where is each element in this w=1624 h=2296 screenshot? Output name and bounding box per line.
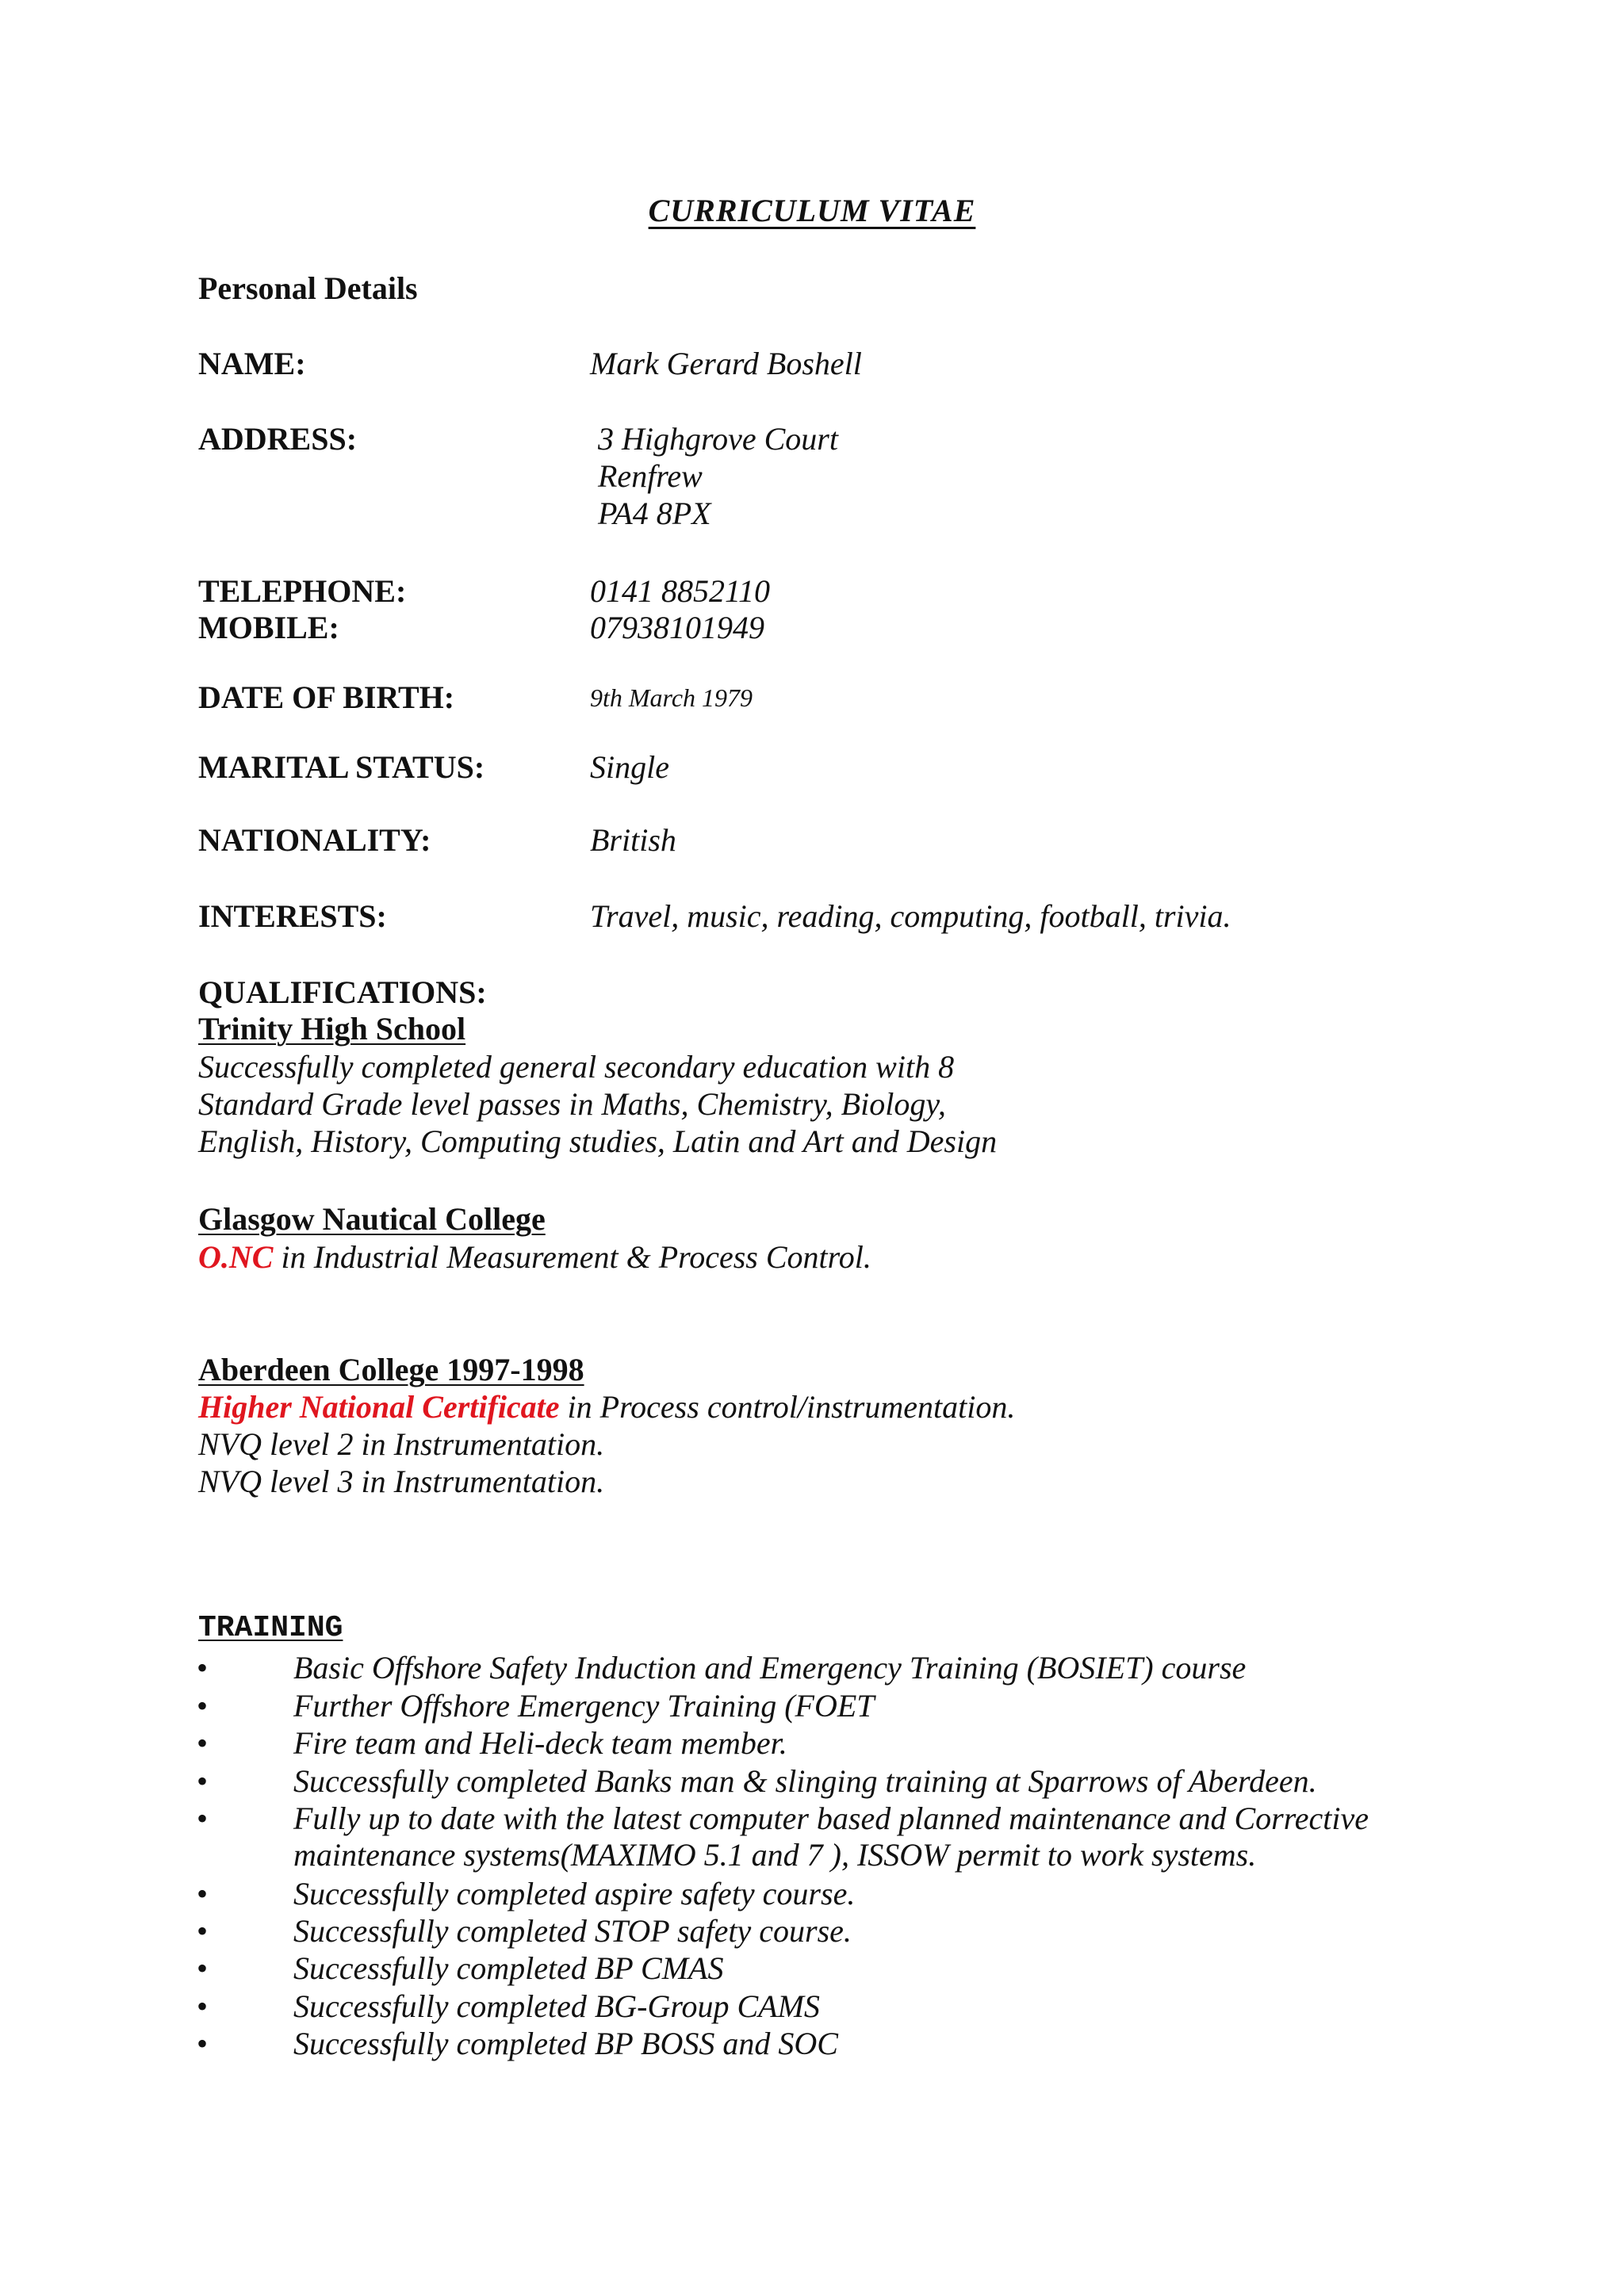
document-title: CURRICULUM VITAE	[648, 193, 976, 228]
nationality-value: British	[590, 822, 676, 858]
training-item-text: Successfully completed BP BOSS and SOC	[293, 2026, 838, 2061]
personal-details-heading: Personal Details	[198, 270, 418, 306]
marital-status-value: Single	[590, 749, 669, 785]
mobile-value: 07938101949	[590, 610, 764, 645]
address-line-1: 3 Highgrove Court	[598, 421, 838, 457]
training-heading: TRAINING	[198, 1611, 343, 1645]
bullet-icon: •	[197, 1725, 209, 1761]
name-label: NAME:	[198, 346, 306, 381]
training-item-text: Successfully completed aspire safety course.	[293, 1876, 856, 1911]
glasgow-qualification-text: in Industrial Measurement & Process Control.	[273, 1239, 871, 1275]
glasgow-qualification	[198, 1238, 871, 1276]
dob-label: DATE OF BIRTH:	[198, 679, 455, 715]
training-item-text: Further Offshore Emergency Training (FOET	[293, 1688, 875, 1724]
training-item-text: Successfully completed BG-Group CAMS	[293, 1988, 820, 2024]
aberdeen-qualification	[198, 1388, 1015, 1425]
dob-value: 9th March 1979	[590, 683, 753, 712]
nvq-level-3: NVQ level 3 in Instrumentation.	[198, 1464, 605, 1499]
mobile-label: MOBILE:	[198, 610, 339, 645]
interests-value: Travel, music, reading, computing, football, trivia.	[590, 898, 1231, 934]
training-item-text: Successfully completed Banks man & slinging training at Sparrows of Aberdeen.	[293, 1763, 1317, 1799]
bullet-icon: •	[197, 1988, 209, 2024]
bullet-icon: •	[197, 1763, 209, 1799]
nationality-label: NATIONALITY:	[198, 822, 431, 858]
bullet-icon: •	[197, 1650, 209, 1686]
bullet-icon: •	[197, 1913, 209, 1949]
hnc-highlight: Higher National Certificate	[198, 1389, 560, 1425]
bullet-icon: •	[197, 1688, 209, 1724]
address-line-3: PA4 8PX	[598, 496, 711, 531]
trinity-school-name: Trinity High School	[198, 1011, 466, 1047]
nvq-level-2: NVQ level 2 in Instrumentation.	[198, 1426, 605, 1462]
bullet-icon: •	[197, 1950, 209, 1986]
qualifications-heading: QUALIFICATIONS:	[198, 974, 487, 1010]
trinity-line-1: Successfully completed general secondary education with 8	[198, 1049, 955, 1085]
training-item-text: Fire team and Heli-deck team member.	[293, 1725, 787, 1761]
aberdeen-qualification-text: in Process control/instrumentation.	[559, 1389, 1016, 1425]
trinity-line-2: Standard Grade level passes in Maths, Chemistry, Biology,	[198, 1086, 946, 1122]
trinity-line-3: English, History, Computing studies, Latin and Art and Design	[198, 1123, 998, 1159]
onc-highlight: O.NC	[198, 1239, 274, 1275]
telephone-label: TELEPHONE:	[198, 573, 407, 609]
glasgow-college-name: Glasgow Nautical College	[198, 1201, 546, 1237]
address-label: ADDRESS:	[198, 421, 358, 457]
address-line-2: Renfrew	[598, 458, 703, 494]
bullet-icon: •	[197, 1800, 209, 1836]
training-item-text: Basic Offshore Safety Induction and Emergency Training (BOSIET) course	[293, 1650, 1247, 1686]
aberdeen-college-name: Aberdeen College 1997-1998	[198, 1352, 584, 1387]
name-value: Mark Gerard Boshell	[590, 346, 862, 381]
bullet-icon: •	[197, 1876, 209, 1911]
training-item-text: Fully up to date with the latest computer based planned maintenance and Corrective	[293, 1800, 1369, 1836]
telephone-value: 0141 8852110	[590, 573, 771, 609]
training-item-text: Successfully completed STOP safety course.	[293, 1913, 852, 1949]
marital-status-label: MARITAL STATUS:	[198, 749, 485, 785]
interests-label: INTERESTS:	[198, 898, 387, 934]
bullet-icon: •	[197, 2026, 209, 2061]
training-item-text: maintenance systems(MAXIMO 5.1 and 7 ), ISSOW permit to work systems.	[293, 1837, 1257, 1873]
training-item-text: Successfully completed BP CMAS	[293, 1950, 724, 1986]
